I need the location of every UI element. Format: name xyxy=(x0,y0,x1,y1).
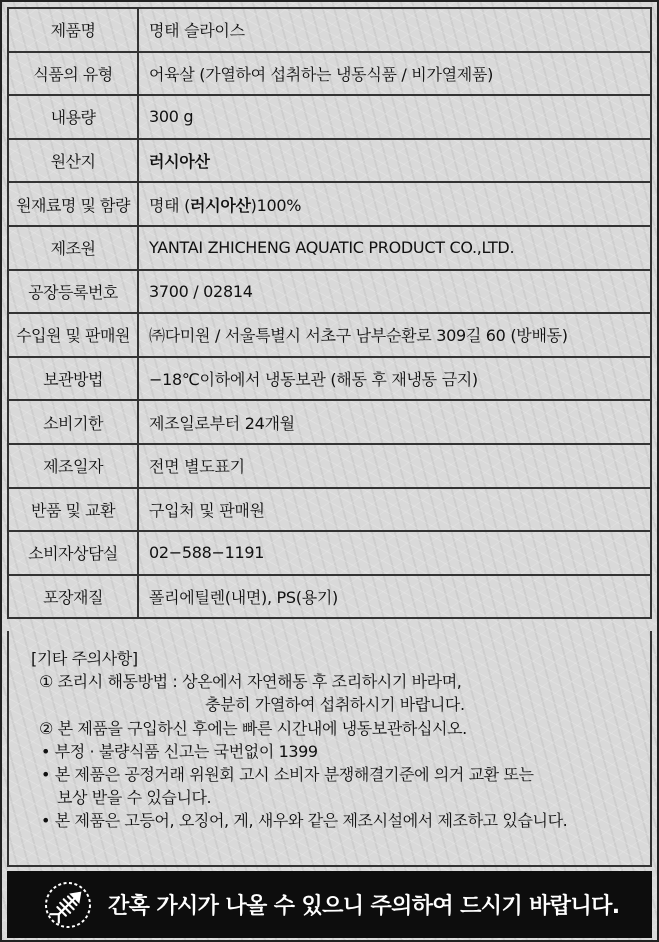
row-value xyxy=(138,182,651,226)
caution-item: ① 조리시 해동방법 : 상온에서 자연해동 후 조리하시기 바라며, xyxy=(39,672,462,692)
row-label: 포장재질 xyxy=(8,575,138,619)
caution-bullet: • 본 제품은 고등어, 오징어, 게, 새우와 같은 제조시설에서 제조하고 있습니다. xyxy=(41,811,568,831)
table-row xyxy=(8,8,651,52)
table-row xyxy=(8,95,651,139)
value-text: )100% xyxy=(250,195,302,215)
table-row xyxy=(8,313,651,357)
row-label: 식품의 유형 xyxy=(8,52,138,96)
cautions-title: [기타 주의사항] xyxy=(31,649,138,668)
row-value: 02−588−1191 xyxy=(138,531,651,575)
row-label: 제조일자 xyxy=(8,444,138,488)
caution-item-continued: 충분히 가열하여 섭취하시기 바랍니다. xyxy=(205,695,465,715)
row-label: 소비기한 xyxy=(8,400,138,444)
table-row xyxy=(8,182,651,226)
row-value: 러시아산 xyxy=(138,139,651,183)
row-value: 폴리에틸렌(내면), PS(용기) xyxy=(138,575,651,619)
row-label: 수입원 및 판매원 xyxy=(8,313,138,357)
caution-bullet: • 본 제품은 공정거래 위원회 고시 소비자 분쟁해결기준에 의거 교환 또는 xyxy=(41,765,534,785)
row-value: 명태 슬라이스 xyxy=(138,8,651,52)
row-value: ㈜다미원 / 서울특별시 서초구 남부순환로 309길 60 (방배동) xyxy=(138,313,651,357)
row-label: 소비자상담실 xyxy=(8,531,138,575)
row-label: 공장등록번호 xyxy=(8,270,138,314)
table-row xyxy=(8,270,651,314)
row-label: 반품 및 교환 xyxy=(8,488,138,532)
row-value: −18℃이하에서 냉동보관 (해동 후 재냉동 금지) xyxy=(138,357,651,401)
warning-text: 간혹 가시가 나올 수 있으니 주의하여 드시기 바랍니다. xyxy=(108,894,620,919)
table-row xyxy=(8,52,651,96)
origin-emphasis: 러시아산 xyxy=(190,195,251,215)
row-value: 어육살 (가열하여 섭취하는 냉동식품 / 비가열제품) xyxy=(138,52,651,96)
row-label: 원재료명 및 함량 xyxy=(8,182,138,226)
cautions-section xyxy=(7,631,652,867)
row-value: 3700 / 02814 xyxy=(138,270,651,314)
row-value: 300 g xyxy=(138,95,651,139)
product-info-table xyxy=(7,7,652,619)
caution-bullet: • 부정 · 불량식품 신고는 국번없이 1399 xyxy=(41,741,318,761)
table-row xyxy=(8,226,651,270)
row-label: 제품명 xyxy=(8,8,138,52)
table-row xyxy=(8,444,651,488)
row-value: 제조일로부터 24개월 xyxy=(138,400,651,444)
table-row xyxy=(8,357,651,401)
row-label: 보관방법 xyxy=(8,357,138,401)
row-value: 전면 별도표기 xyxy=(138,444,651,488)
table-row xyxy=(8,400,651,444)
row-label: 원산지 xyxy=(8,139,138,183)
fish-bone-warning-banner xyxy=(7,871,652,938)
row-value: 구입처 및 판매원 xyxy=(138,488,651,532)
value-text: 명태 ( xyxy=(149,195,191,215)
caution-item: ② 본 제품을 구입하신 후에는 빠른 시간내에 냉동보관하십시오. xyxy=(39,718,467,738)
row-label: 내용량 xyxy=(8,95,138,139)
caution-bullet-continued: 보상 받을 수 있습니다. xyxy=(57,788,212,808)
table-row xyxy=(8,139,651,183)
table-row xyxy=(8,531,651,575)
fish-bone-icon xyxy=(43,880,93,930)
row-label: 제조원 xyxy=(8,226,138,270)
row-value: YANTAI ZHICHENG AQUATIC PRODUCT CO.,LTD. xyxy=(138,226,651,270)
table-row xyxy=(8,488,651,532)
table-row xyxy=(8,575,651,619)
